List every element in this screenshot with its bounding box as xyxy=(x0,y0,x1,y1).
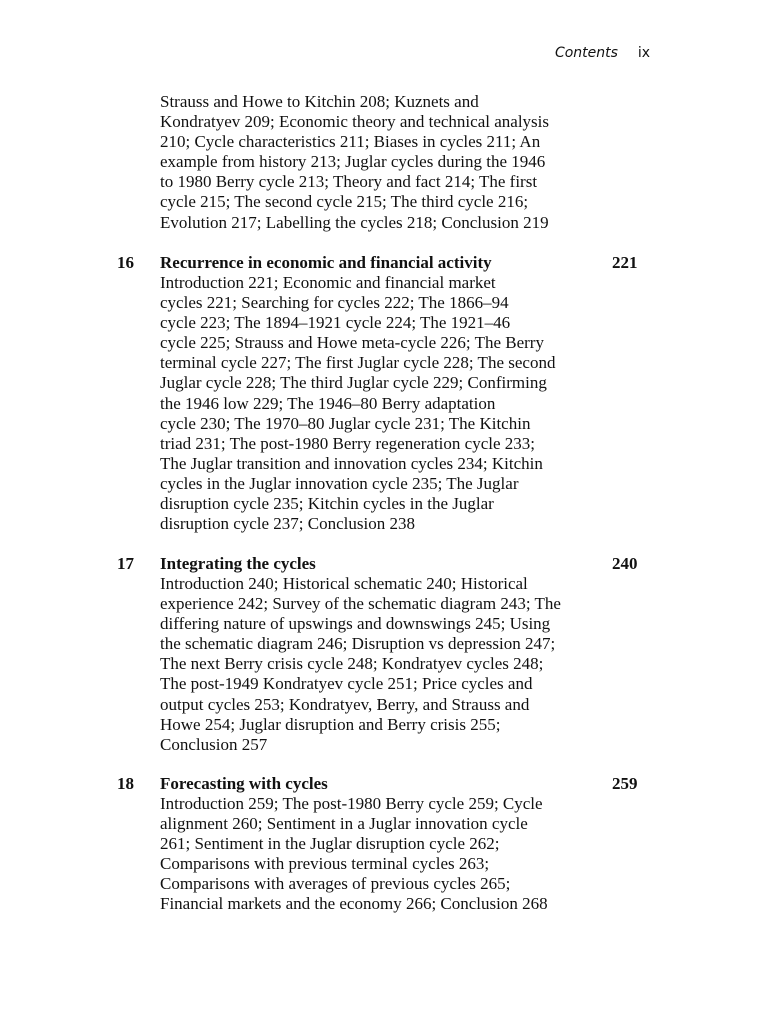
entry-line: cycle 215; The second cycle 215; The third cycle 216; xyxy=(160,192,529,212)
chapter-18-entries xyxy=(160,794,548,915)
entry-line: cycles 221; Searching for cycles 222; The 1866–94 xyxy=(160,293,509,313)
continuation-entries xyxy=(160,92,549,233)
chapter-18-heading xyxy=(0,774,768,794)
entry-line: Financial markets and the economy 266; Conclusion 268 xyxy=(160,894,548,914)
chapter-title: Integrating the cycles xyxy=(160,554,316,573)
entry-line: Juglar cycle 228; The third Juglar cycle 229; Confirming xyxy=(160,373,547,393)
entry-line: Introduction 240; Historical schematic 240; Historical xyxy=(160,574,528,593)
entry-line: alignment 260; Sentiment in a Juglar innovation cycle xyxy=(160,814,528,834)
entry-line: disruption cycle 237; Conclusion 238 xyxy=(160,514,415,534)
entry-line: The Juglar transition and innovation cycles 234; Kitchin xyxy=(160,453,543,473)
entry-line: Introduction 221; Economic and financial market xyxy=(160,273,496,292)
page-number: ix xyxy=(637,45,650,61)
entry-line: Comparisons with averages of previous cycles 265; xyxy=(160,874,511,894)
entry-line: cycles in the Juglar innovation cycle 235; The Juglar xyxy=(160,473,519,493)
chapter-17-heading xyxy=(0,554,768,574)
entry-line: cycle 225; Strauss and Howe meta-cycle 226; The Berry xyxy=(160,333,544,353)
entry-line: 210; Cycle characteristics 211; Biases in cycles 211; An xyxy=(160,132,541,152)
entry-line: differing nature of upswings and downswings 245; Using xyxy=(160,614,551,634)
entry-line: disruption cycle 235; Kitchin cycles in the Juglar xyxy=(160,494,494,514)
chapter-page: 240 xyxy=(612,554,638,573)
running-head-title: Contents xyxy=(554,45,618,61)
chapter-title: Forecasting with cycles xyxy=(160,774,328,793)
entry-line: cycle 230; The 1970–80 Juglar cycle 231; The Kitchin xyxy=(160,413,531,433)
running-head xyxy=(555,43,650,63)
entry-line: output cycles 253; Kondratyev, Berry, and Strauss and xyxy=(160,694,530,714)
entry-line: Howe 254; Juglar disruption and Berry crisis 255; xyxy=(160,714,501,734)
entry-line: to 1980 Berry cycle 213; Theory and fact 214; The first xyxy=(160,172,538,192)
entry-line: example from history 213; Juglar cycles during the 1946 xyxy=(160,152,546,172)
entry-line: Evolution 217; Labelling the cycles 218; Conclusion 219 xyxy=(160,212,549,232)
entry-line: triad 231; The post-1980 Berry regeneration cycle 233; xyxy=(160,433,535,453)
entry-line: Comparisons with previous terminal cycles 263; xyxy=(160,854,490,874)
chapter-title: Recurrence in economic and financial activity xyxy=(160,253,492,272)
chapter-16-entries xyxy=(160,273,555,534)
entry-line: The next Berry crisis cycle 248; Kondratyev cycles 248; xyxy=(160,654,544,674)
entry-line: Kondratyev 209; Economic theory and technical analysis xyxy=(160,112,549,132)
entry-line: the schematic diagram 246; Disruption vs depression 247; xyxy=(160,634,556,654)
entry-line: the 1946 low 229; The 1946–80 Berry adaptation xyxy=(160,393,496,413)
entry-line: The post-1949 Kondratyev cycle 251; Price cycles and xyxy=(160,674,533,694)
entry-line: cycle 223; The 1894–1921 cycle 224; The 1921–46 xyxy=(160,313,511,333)
entry-line: terminal cycle 227; The first Juglar cycle 228; The second xyxy=(160,353,556,373)
chapter-page: 259 xyxy=(612,774,638,793)
entry-line: Strauss and Howe to Kitchin 208; Kuznets and xyxy=(160,92,479,111)
chapter-17-entries xyxy=(160,574,561,755)
entry-line: Introduction 259; The post-1980 Berry cycle 259; Cycle xyxy=(160,794,543,813)
chapter-number: 18 xyxy=(117,774,134,793)
entry-line: experience 242; Survey of the schematic diagram 243; The xyxy=(160,594,561,614)
chapter-16-heading xyxy=(0,253,768,273)
chapter-page: 221 xyxy=(612,253,638,272)
entry-line: 261; Sentiment in the Juglar disruption cycle 262; xyxy=(160,834,500,854)
chapter-number: 16 xyxy=(117,253,134,272)
entry-line: Conclusion 257 xyxy=(160,734,268,754)
chapter-number: 17 xyxy=(117,554,134,573)
